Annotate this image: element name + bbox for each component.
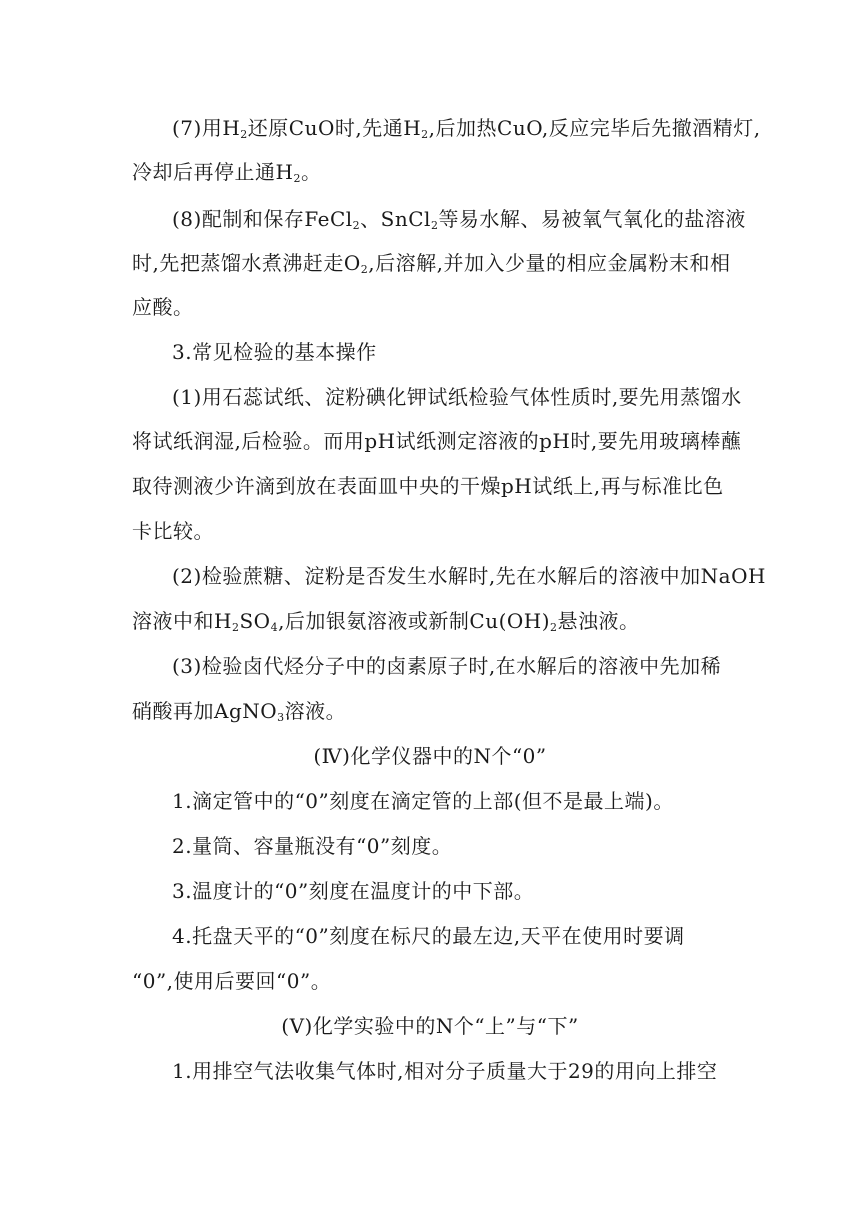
text-line: 溶液中和$H_2SO_4$,后加银氨溶液或新制$Cu(OH)_2$悬浊液。 <box>132 609 640 634</box>
list-item: 2.量筒、容量瓶没有“0”刻度。 <box>172 834 453 858</box>
section-title: (Ⅴ)化学实验中的N个“上”与“下” <box>281 1014 579 1038</box>
list-item: 1.滴定管中的“0”刻度在滴定管的上部(但不是最上端)。 <box>172 789 674 813</box>
text-line: 硝酸再加AgNO$_3$溶液。 <box>132 699 347 724</box>
section-heading: 3.常见检验的基本操作 <box>172 340 377 364</box>
list-item: 3.温度计的“0”刻度在温度计的中下部。 <box>172 879 535 903</box>
list-item: 4.托盘天平的“0”刻度在标尺的最左边,天平在使用时要调 <box>172 924 685 948</box>
text-line: 时,先把蒸馏水煮沸赶走$O_2$,后溶解,并加入少量的相应金属粉末和相 <box>132 251 731 276</box>
text-line: 应酸。 <box>132 295 194 319</box>
text-line: (1)用石蕊试纸、淀粉碘化钾试纸检验气体性质时,要先用蒸馏水 <box>172 385 742 409</box>
section-title: (Ⅳ)化学仪器中的N个“0” <box>313 744 547 768</box>
text-line: 冷却后再停止通$H_2$。 <box>132 160 322 185</box>
text-line: 卡比较。 <box>132 519 214 543</box>
text-line: 取待测液少许滴到放在表面皿中央的干燥pH试纸上,再与标准比色 <box>132 474 724 498</box>
text-line: 将试纸润湿,后检验。而用pH试纸测定溶液的pH时,要先用玻璃棒蘸 <box>132 429 742 453</box>
list-item: 1.用排空气法收集气体时,相对分子质量大于29的用向上排空 <box>172 1059 718 1083</box>
text-line: “0”,使用后要回“0”。 <box>132 969 332 993</box>
text-line: (2)检验蔗糖、淀粉是否发生水解时,先在水解后的溶液中加NaOH <box>172 564 766 588</box>
text-line: (8)配制和保存FeCl$_2$、SnCl$_2$等易水解、易被氧气氧化的盐溶液 <box>172 207 746 232</box>
text-line: (3)检验卤代烃分子中的卤素原子时,在水解后的溶液中先加稀 <box>172 654 722 678</box>
text-line: (7)用$H_2$还原CuO时,先通$H_2$,后加热CuO,反应完毕后先撤酒精灯, <box>172 116 761 141</box>
